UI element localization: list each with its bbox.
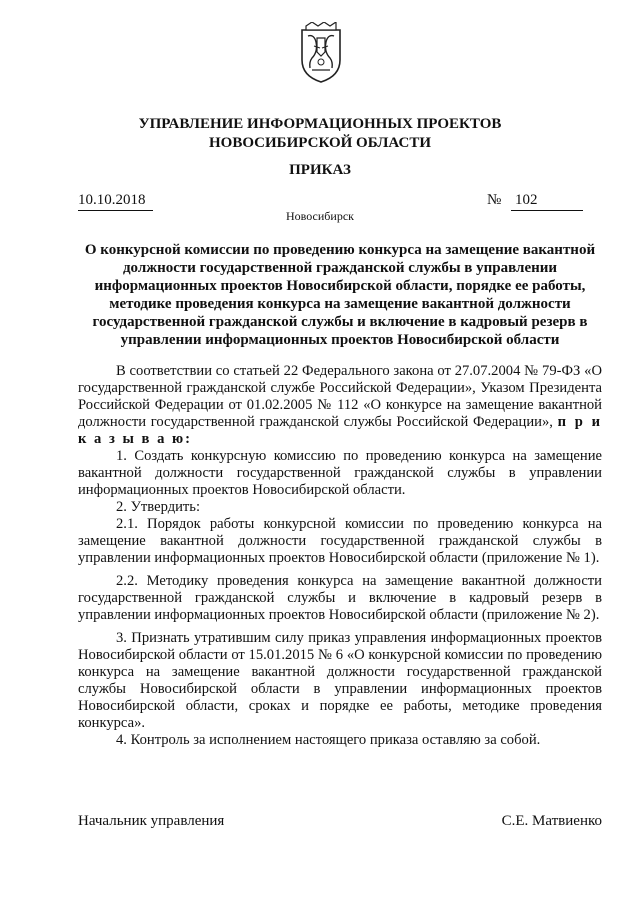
document-date: 10.10.2018 [78,192,153,211]
signature-name: С.Е. Матвиенко [501,813,602,829]
preamble-paragraph [78,363,602,448]
organization-line-1: УПРАВЛЕНИЕ ИНФОРМАЦИОННЫХ ПРОЕКТОВ [138,116,502,132]
organization-line-2: НОВОСИБИРСКОЙ ОБЛАСТИ [208,135,432,151]
paragraph-3: 3. Признать утратившим силу приказ управления информационных проектов Новосибирской области от 15.01.2015 № 6 «О конкурсной комиссии по проведению конкурса на замещение вакантной должности государственной гражданской службы Новосибирской области в управлении информационных проектов Новосибирской области, сроках и порядке ее работы, методике проведения конкурса». [78,630,602,731]
paragraph-2-1: 2.1. Порядок работы конкурсной комиссии по проведению конкурса на замещение вакантной должности государственной гражданской службы в управлении информационных проектов Новосибирской области (приложение № 1). [78,516,602,566]
number-sign: № [487,192,502,208]
paragraph-1: 1. Создать конкурсную комиссию по проведению конкурса на замещение вакантной должности государственной гражданской службы в управлении информационных проектов Новосибирской области. [78,448,602,498]
document-type: ПРИКАЗ [289,162,351,178]
paragraph-4: 4. Контроль за исполнением настоящего приказа оставляю за собой. [116,732,541,748]
order-word: п р и к а з ы в а ю: [78,414,602,447]
document-number: 102 [511,192,583,211]
paragraph-2: 2. Утвердить: [116,499,201,515]
preamble-text: В соответствии со статьей 22 Федерального закона от 27.07.2004 № 79-ФЗ «О государственной гражданской службе Российской Федерации», Указом Президента Российской Федерации от 01.02.2005 № 112 «О конкурсе на замещение вакантной должности государственной гражданской службы Российской Федерации», [78,363,602,430]
paragraph-2-2: 2.2. Методику проведения конкурса на замещение вакантной должности государственной гражданской службы и включение в кадровый резерв в управлении информационных проектов Новосибирской области (приложение № 2). [78,573,602,623]
document-title: О конкурсной комиссии по проведению конкурса на замещение вакантной должности государственной гражданской службы в управлении информационных проектов Новосибирской области, порядке ее работы, методике проведения конкурса на замещение вакантной должности государственной гражданской службы и включение в кадровый резерв в управлении информационных проектов Новосибирской области [84,242,596,348]
city: Новосибирск [286,209,354,223]
coat-of-arms-icon [298,22,344,84]
organization-name [0,115,640,153]
signature-position: Начальник управления [78,813,225,829]
document-body [78,363,602,749]
